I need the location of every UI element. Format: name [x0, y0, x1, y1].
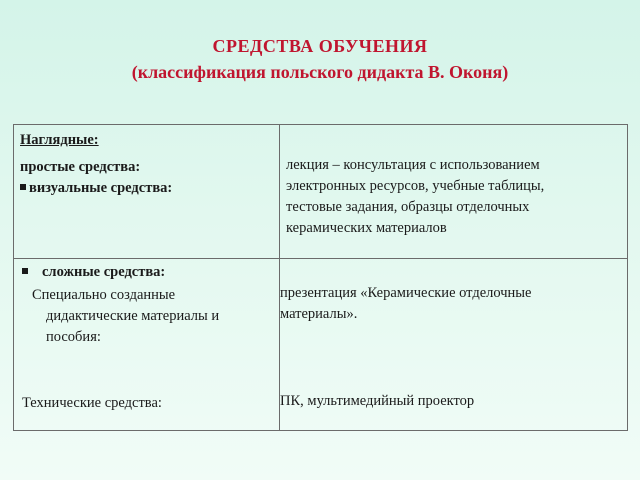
special-materials-line: Специально созданные	[32, 287, 176, 303]
visual-aids-label: визуальные средства:	[29, 180, 173, 196]
special-materials-line: дидактические материалы и	[46, 308, 220, 324]
row-divider	[14, 258, 627, 259]
column-divider	[279, 125, 280, 430]
visual-aids-item	[20, 178, 172, 199]
presentation-line: презентация «Керамические отделочные	[280, 285, 532, 301]
classification-table	[13, 124, 628, 431]
page-subtitle: (классификация польского дидакта В. Оконя)	[131, 62, 509, 82]
equipment-text: ПК, мультимедийный проектор	[280, 393, 475, 409]
row1-description-line: керамических материалов	[286, 220, 447, 236]
row1-description-line: тестовые задания, образцы отделочных	[286, 199, 530, 215]
visual-aids-heading: Наглядные:	[20, 132, 99, 148]
page-title: СРЕДСТВА ОБУЧЕНИЯ	[212, 36, 428, 56]
simple-aids-label: простые средства:	[20, 159, 141, 175]
special-materials-line: пособия:	[46, 329, 101, 345]
row1-description-line: лекция – консультация с использованием	[286, 157, 540, 173]
complex-aids-label: сложные средства:	[42, 264, 166, 280]
bullet-icon	[22, 268, 28, 274]
presentation-line: материалы».	[280, 306, 358, 322]
complex-aids-item	[22, 262, 165, 283]
bullet-icon	[20, 184, 26, 190]
row1-description-line: электронных ресурсов, учебные таблицы,	[286, 178, 545, 194]
technical-aids-label: Технические средства:	[22, 395, 162, 411]
